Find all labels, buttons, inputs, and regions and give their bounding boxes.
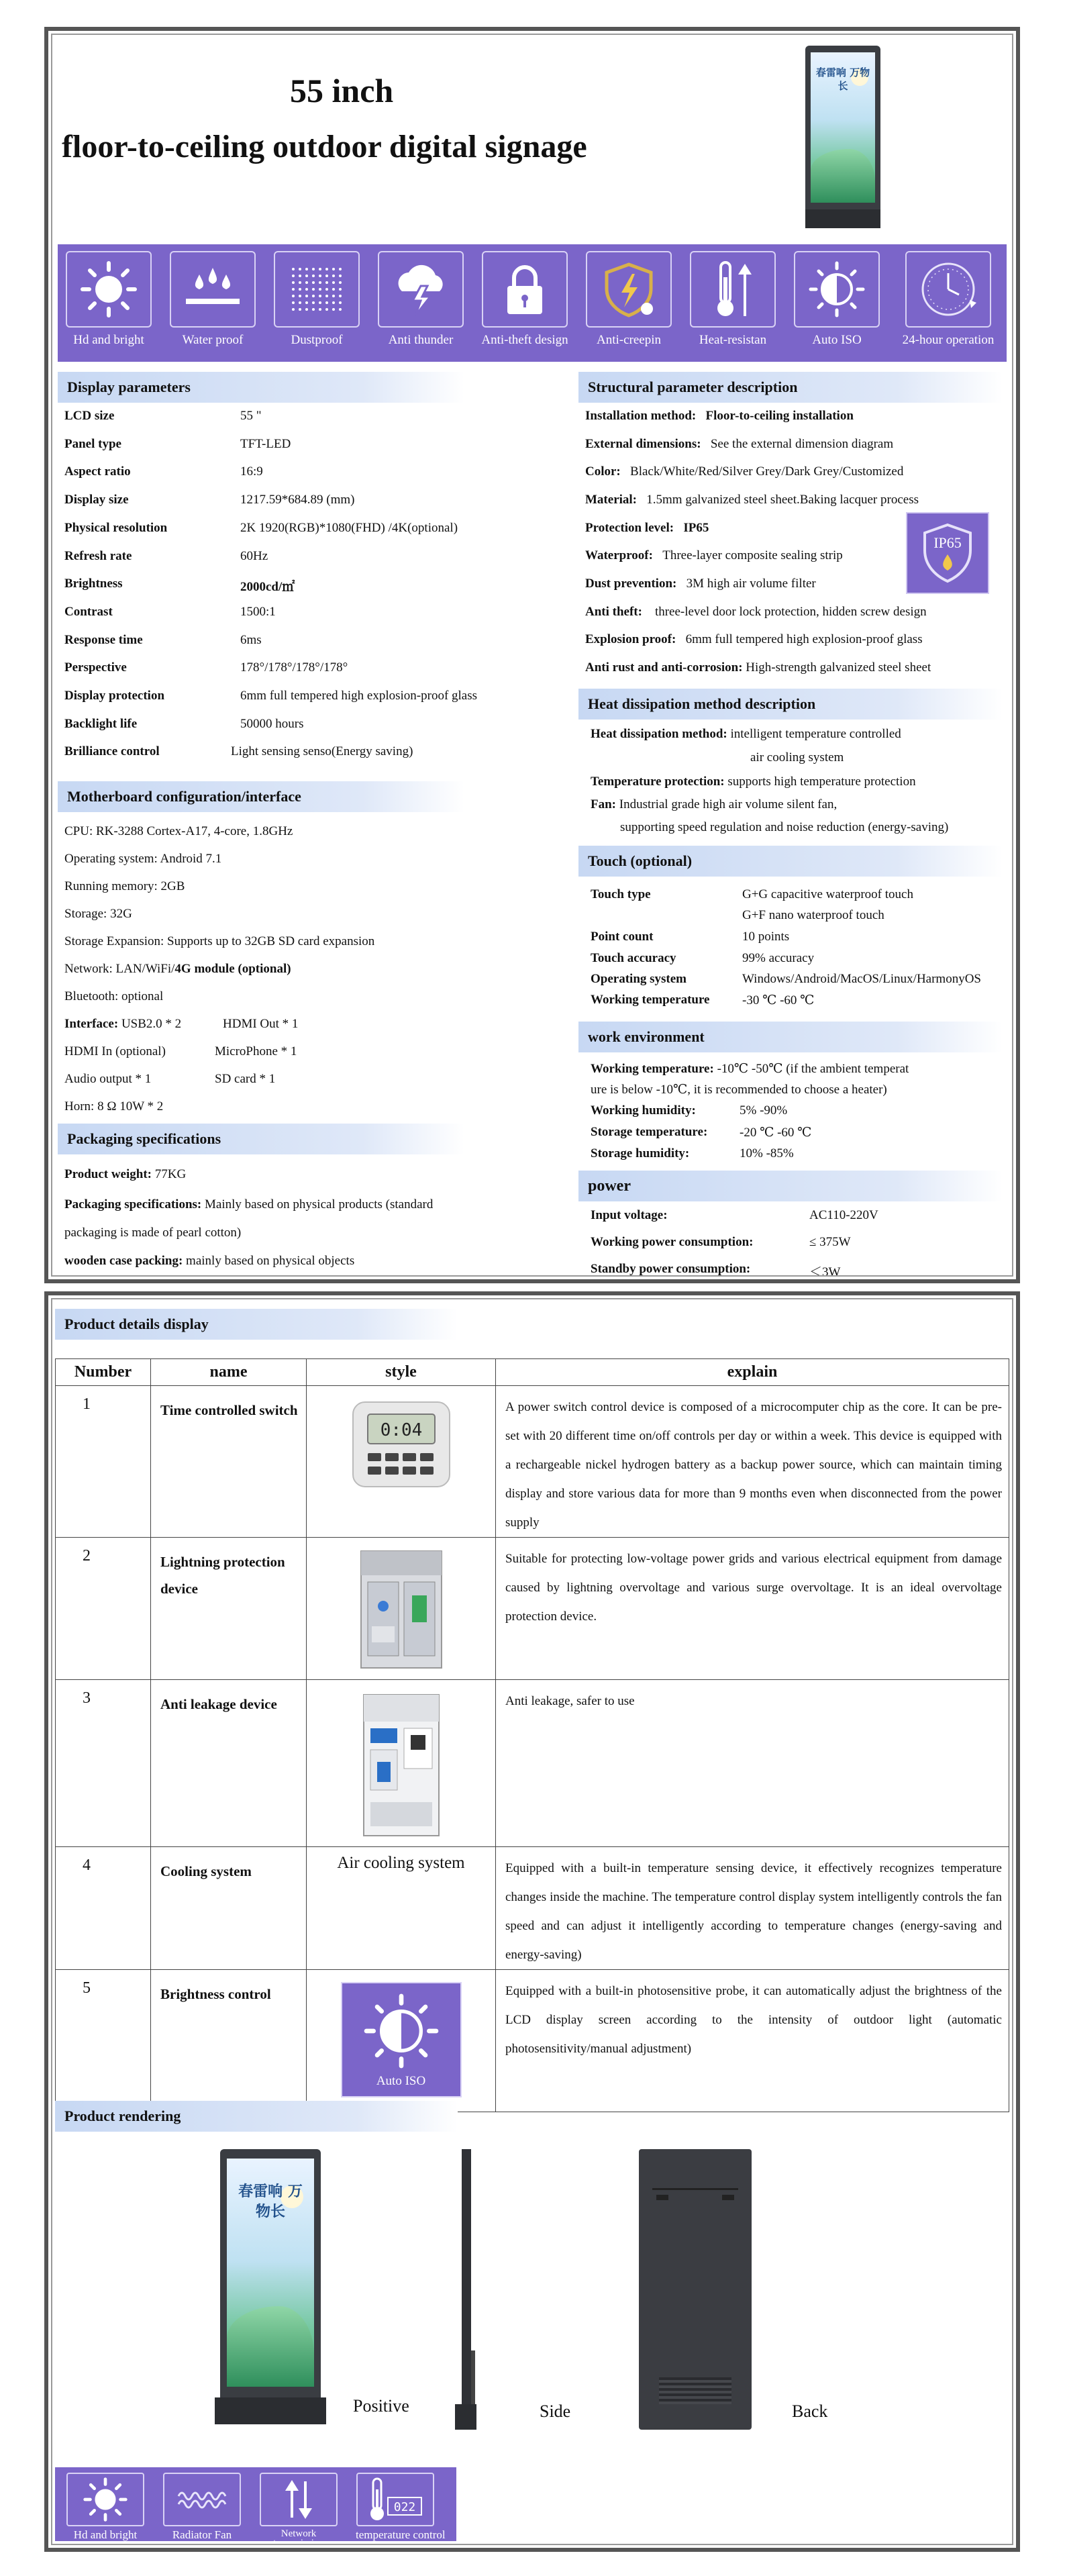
temp-readout: 022 (393, 2500, 416, 2514)
power-working-value: ≤ 375W (809, 1235, 851, 1249)
touch-point-value: 10 points (742, 930, 790, 944)
arrows-icon (278, 2476, 319, 2523)
caption-side: Side (540, 2401, 571, 2421)
power-input-label: Input voltage: (591, 1208, 668, 1222)
render-back-image (639, 2149, 752, 2430)
section-packaging: Packaging specifications (58, 1124, 464, 1154)
table-row: 4 Cooling system Air cooling system Equipped with a built-in temperature sensing device, it effectively recognizes temperature changes inside the machine. The temperature control display system intelligently controls the fan speed and can adjust it intelligently according to temperature changes (energy-saving and energy-saving) (56, 1847, 1009, 1970)
st-protection: Protection level: IP65 (585, 521, 709, 535)
clock-dial-icon (915, 256, 982, 323)
mb-microphone: MicroPhone * 1 (215, 1044, 297, 1058)
display-param-label: Response time (64, 632, 143, 647)
mb-network: Network: LAN/WiFi/4G module (optional) (64, 962, 291, 976)
table-row: 5 Brightness control Auto ISO Equipped with a built-in photosensitive probe, it can automatically adjust the brightness of the LCD display screen according to the intensity of outdoor light (automatic photosensitivity/manual adjustment) (56, 1970, 1009, 2112)
thunder-cloud-icon (387, 259, 454, 319)
details-sheet (44, 1291, 1020, 2552)
display-param-label: Refresh rate (64, 548, 132, 563)
touch-type-1: G+G capacitive waterproof touch (742, 887, 913, 901)
power-standby-label: Standby power consumption: (591, 1262, 751, 1276)
cooling-style: Air cooling system (307, 1847, 496, 1970)
display-param-label: Display size (64, 493, 129, 507)
display-param-label: Contrast (64, 604, 113, 619)
env-working-temp: Working temperature: -10℃ -50℃ (if the ambient temperat (591, 1062, 909, 1076)
touch-point-label: Point count (591, 930, 654, 944)
ip65-shield-icon (914, 519, 981, 587)
bottom-feature-band (55, 2467, 456, 2548)
st-dimensions: External dimensions: See the external dimension diagram (585, 437, 894, 451)
caption-positive: Positive (353, 2396, 409, 2416)
render-front-image (220, 2149, 321, 2424)
display-param-value: 16:9 (240, 464, 263, 479)
display-param-value: 1500:1 (240, 604, 276, 619)
display-param-label: LCD size (64, 409, 115, 423)
section-power: power (578, 1171, 1003, 1201)
st-dust: Dust prevention: 3M high air volume filter (585, 577, 816, 591)
mb-horn: Horn: 8 Ω 10W * 2 (64, 1099, 164, 1113)
mb-audio: Audio output * 1 (64, 1072, 152, 1086)
display-param-label: Backlight life (64, 716, 138, 731)
display-param-label: Brightness (64, 577, 123, 591)
display-param-value: Light sensing senso(Energy saving) (231, 744, 413, 759)
leakage-breaker-image (354, 1688, 448, 1842)
heat-method: Heat dissipation method: intelligent temperature controlled (591, 727, 901, 741)
st-theft: Anti theft: three-level door lock protection, hidden screw design (585, 605, 927, 619)
fan-icon (172, 2483, 232, 2516)
caption-back: Back (792, 2401, 828, 2421)
half-sun-icon (807, 259, 867, 319)
env-working-temp-cont: ure is below -10℃, it is recommended to choose a heater) (591, 1083, 887, 1097)
table-row: 2 Lightning protection device Suitable for protecting low-voltage power grids and various electrical equipment from damage caused by lightning overvoltage and various surge overvoltage. It is an ideal overvoltage protection device. (56, 1538, 1009, 1680)
display-param-value: 1217.59*684.89 (mm) (240, 493, 355, 507)
power-standby-value: ＜3W (809, 1265, 841, 1279)
auto-iso-label: Auto ISO (376, 2074, 426, 2088)
col-name: name (151, 1359, 307, 1386)
render-screen-text: 春雷响 万物长 (238, 2183, 303, 2220)
display-param-value: TFT-LED (240, 436, 291, 451)
section-heat: Heat dissipation method description (578, 689, 1003, 720)
table-row: 3 Anti leakage device Anti leakage, safer to use (56, 1680, 1009, 1847)
power-working-label: Working power consumption: (591, 1235, 754, 1249)
padlock-icon (498, 259, 552, 319)
display-param-label: Perspective (64, 660, 127, 675)
display-param-label: Physical resolution (64, 520, 168, 535)
title-product: floor-to-ceiling outdoor digital signage (62, 129, 587, 164)
ip65-badge (906, 512, 989, 594)
surge-protector-image (354, 1546, 448, 1673)
heat-fan-cont: supporting speed regulation and noise reduction (energy-saving) (620, 820, 949, 834)
timer-lcd-text: 0:04 (380, 1420, 422, 1440)
display-param-value: 2000cd/㎡ (240, 580, 295, 595)
feature-dustproof: Dustproof (271, 251, 362, 348)
display-param-value: 6mm full tempered high explosion-proof glass (240, 689, 478, 703)
thermometer-icon (706, 257, 760, 321)
render-side-image (455, 2149, 476, 2430)
auto-iso-tile (341, 1982, 462, 2097)
bottom-feature-temp: 022 temperature control (356, 2473, 435, 2540)
st-waterproof: Waterproof: Three-layer composite sealing strip (585, 548, 843, 562)
display-param-value: 55 " (240, 409, 262, 423)
st-explosion: Explosion proof: 6mm full tempered high explosion-proof glass (585, 632, 923, 646)
section-display-parameters: Display parameters (58, 372, 464, 403)
display-param-value: 2K 1920(RGB)*1080(FHD) /4K(optional) (240, 520, 458, 535)
feature-24-hour: 24-hour operation (895, 251, 1001, 348)
kiosk-thumbnail (805, 46, 880, 228)
touch-type-2: G+F nano waterproof touch (742, 908, 884, 922)
sun-icon (79, 259, 139, 319)
display-param-value: 6ms (240, 632, 262, 647)
timer-switch-image (348, 1394, 455, 1495)
section-product-rendering: Product rendering (55, 2101, 458, 2132)
mb-cpu: CPU: RK-3288 Cortex-A17, 4-core, 1.8GHz (64, 824, 293, 838)
mb-sd: SD card * 1 (215, 1072, 276, 1086)
water-drops-icon (179, 262, 246, 316)
st-color: Color: Black/White/Red/Silver Grey/Dark Grey/Customized (585, 464, 904, 479)
col-number: Number (56, 1359, 151, 1386)
touch-accuracy-label: Touch accuracy (591, 951, 676, 965)
section-structure: Structural parameter description (578, 372, 1003, 403)
mb-ram: Running memory: 2GB (64, 879, 185, 893)
table-row: 1 Time controlled switch 0:04 A power switch control device is composed of a microcomputer chip as the core. It can be pre-set with 20 different time on/off controls per day or within a week. This device is equipped with a rechargeable nickel hydrogen battery as a backup power source, which can maintain timing display and store various data for more than 9 months even when disconnected from the power supply (56, 1386, 1009, 1538)
bottom-feature-hd: Hd and bright (66, 2473, 145, 2540)
title-size: 55 inch (290, 72, 394, 109)
section-motherboard: Motherboard configuration/interface (58, 781, 464, 812)
sun-icon (82, 2476, 129, 2523)
power-input-value: AC110-220V (809, 1208, 878, 1222)
st-rust: Anti rust and anti-corrosion: High-strength galvanized steel sheet (585, 660, 931, 675)
col-style: style (307, 1359, 496, 1386)
pkg-weight: Product weight: 77KG (64, 1167, 187, 1181)
mb-hdmi-out: HDMI Out * 1 (223, 1017, 299, 1031)
bottom-feature-fan: Radiator Fan (162, 2473, 242, 2540)
feature-anti-theft: Anti-theft design (479, 251, 570, 348)
product-details-table (55, 1358, 1009, 2112)
touch-accuracy-value: 99% accuracy (742, 951, 815, 965)
touch-type-label: Touch type (591, 887, 651, 901)
heat-fan: Fan: Industrial grade high air volume silent fan, (591, 797, 838, 811)
display-param-label: Aspect ratio (64, 464, 131, 479)
mb-interface: Interface: USB2.0 * 2 (64, 1017, 182, 1031)
mb-expansion: Storage Expansion: Supports up to 32GB SD card expansion (64, 934, 375, 948)
spec-sheet (44, 27, 1020, 1283)
st-material: Material: 1.5mm galvanized steel sheet.Baking lacquer process (585, 493, 919, 507)
dust-grid-icon (287, 262, 347, 316)
section-environment: work environment (578, 1022, 1003, 1052)
st-install: Installation method: Floor-to-ceiling installation (585, 409, 854, 423)
display-param-label: Panel type (64, 436, 121, 451)
mb-bluetooth: Bluetooth: optional (64, 989, 164, 1003)
heat-method-cont: air cooling system (750, 750, 844, 764)
section-touch: Touch (optional) (578, 846, 1003, 877)
pkg-wood: wooden case packing: mainly based on physical objects (64, 1254, 355, 1268)
bottom-feature-network: Network transmission (259, 2473, 338, 2548)
feature-anti-creepin: Anti-creepin (583, 251, 674, 348)
env-storage-temp-value: -20 ℃ -60 ℃ (740, 1126, 812, 1140)
pkg-spec: Packaging specifications: Mainly based on physical products (standard (64, 1197, 434, 1211)
display-param-value: 60Hz (240, 548, 268, 563)
env-humidity-value: 5% -90% (740, 1103, 788, 1118)
mb-hdmi-in: HDMI In (optional) (64, 1044, 166, 1058)
heat-temp: Temperature protection: supports high temperature protection (591, 775, 916, 789)
section-product-details: Product details display (55, 1309, 458, 1340)
env-humidity-label: Working humidity: (591, 1103, 696, 1118)
feature-anti-thunder: Anti thunder (375, 251, 466, 348)
env-storage-temp-label: Storage temperature: (591, 1125, 708, 1139)
touch-temp-label: Working temperature (591, 993, 710, 1007)
env-storage-hum-value: 10% -85% (740, 1146, 794, 1160)
feature-water-proof: Water proof (167, 251, 258, 348)
feature-icon-band (58, 244, 1007, 362)
kiosk-screen-text: 春雷响 万物长 (815, 66, 870, 92)
half-sun-icon (361, 1991, 442, 2071)
touch-temp-value: -30 ℃ -60 ℃ (742, 993, 815, 1007)
col-explain: explain (496, 1359, 1009, 1386)
shield-bolt-icon (599, 259, 659, 319)
thermometer-icon (365, 2475, 425, 2524)
display-param-value: 178°/178°/178°/178° (240, 660, 348, 675)
display-param-label: Display protection (64, 689, 165, 703)
table-header-row (56, 1359, 1009, 1386)
feature-hd-bright: Hd and bright (63, 251, 154, 348)
ip65-text: IP65 (933, 534, 962, 551)
touch-os-value: Windows/Android/MacOS/Linux/HarmonyOS (742, 972, 981, 986)
mb-os: Operating system: Android 7.1 (64, 852, 222, 866)
pkg-spec-cont: packaging is made of pearl cotton) (64, 1226, 242, 1240)
display-param-label: Brilliance control (64, 744, 160, 759)
mb-storage: Storage: 32G (64, 907, 132, 921)
display-param-value: 50000 hours (240, 716, 304, 731)
feature-auto-iso: Auto ISO (791, 251, 882, 348)
env-storage-hum-label: Storage humidity: (591, 1146, 690, 1160)
feature-heat-resistant: Heat-resistan (687, 251, 778, 348)
touch-os-label: Operating system (591, 972, 687, 986)
